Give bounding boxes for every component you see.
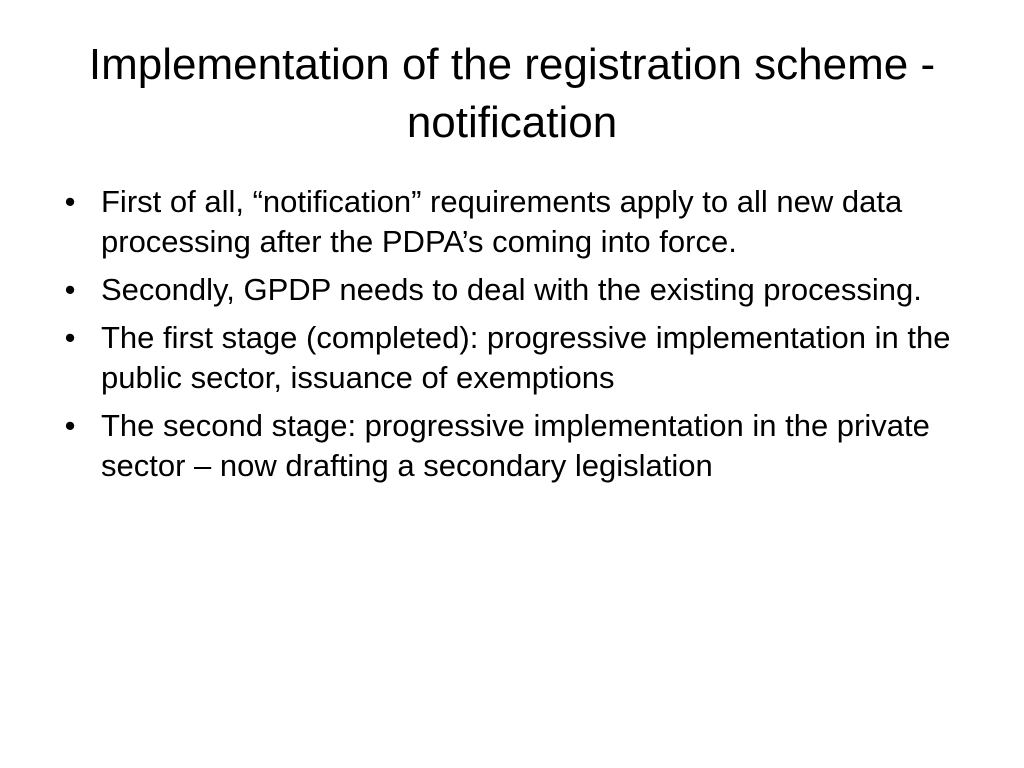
bullet-icon: • — [64, 272, 76, 307]
bullet-item-4 — [58, 406, 958, 486]
slide-title: Implementation of the registration scheme - notification — [88, 40, 936, 147]
bullet-item-1 — [58, 182, 958, 262]
bullet-list — [58, 182, 958, 494]
bullet-item-3 — [58, 318, 958, 398]
bullet-item-2 — [58, 270, 958, 310]
bullet-text: First of all, “notification” requirements apply to all new data processing after the PDPA’s coming into force. — [101, 184, 903, 259]
bullet-icon: • — [64, 408, 76, 443]
bullet-icon: • — [64, 184, 76, 219]
bullet-text: The second stage: progressive implementation in the private sector – now drafting a secondary legislation — [101, 408, 930, 483]
bullet-icon: • — [64, 320, 76, 355]
bullet-text: The first stage (completed): progressive implementation in the public sector, issuance of exemptions — [101, 320, 951, 395]
bullet-text: Secondly, GPDP needs to deal with the existing processing. — [101, 272, 922, 307]
